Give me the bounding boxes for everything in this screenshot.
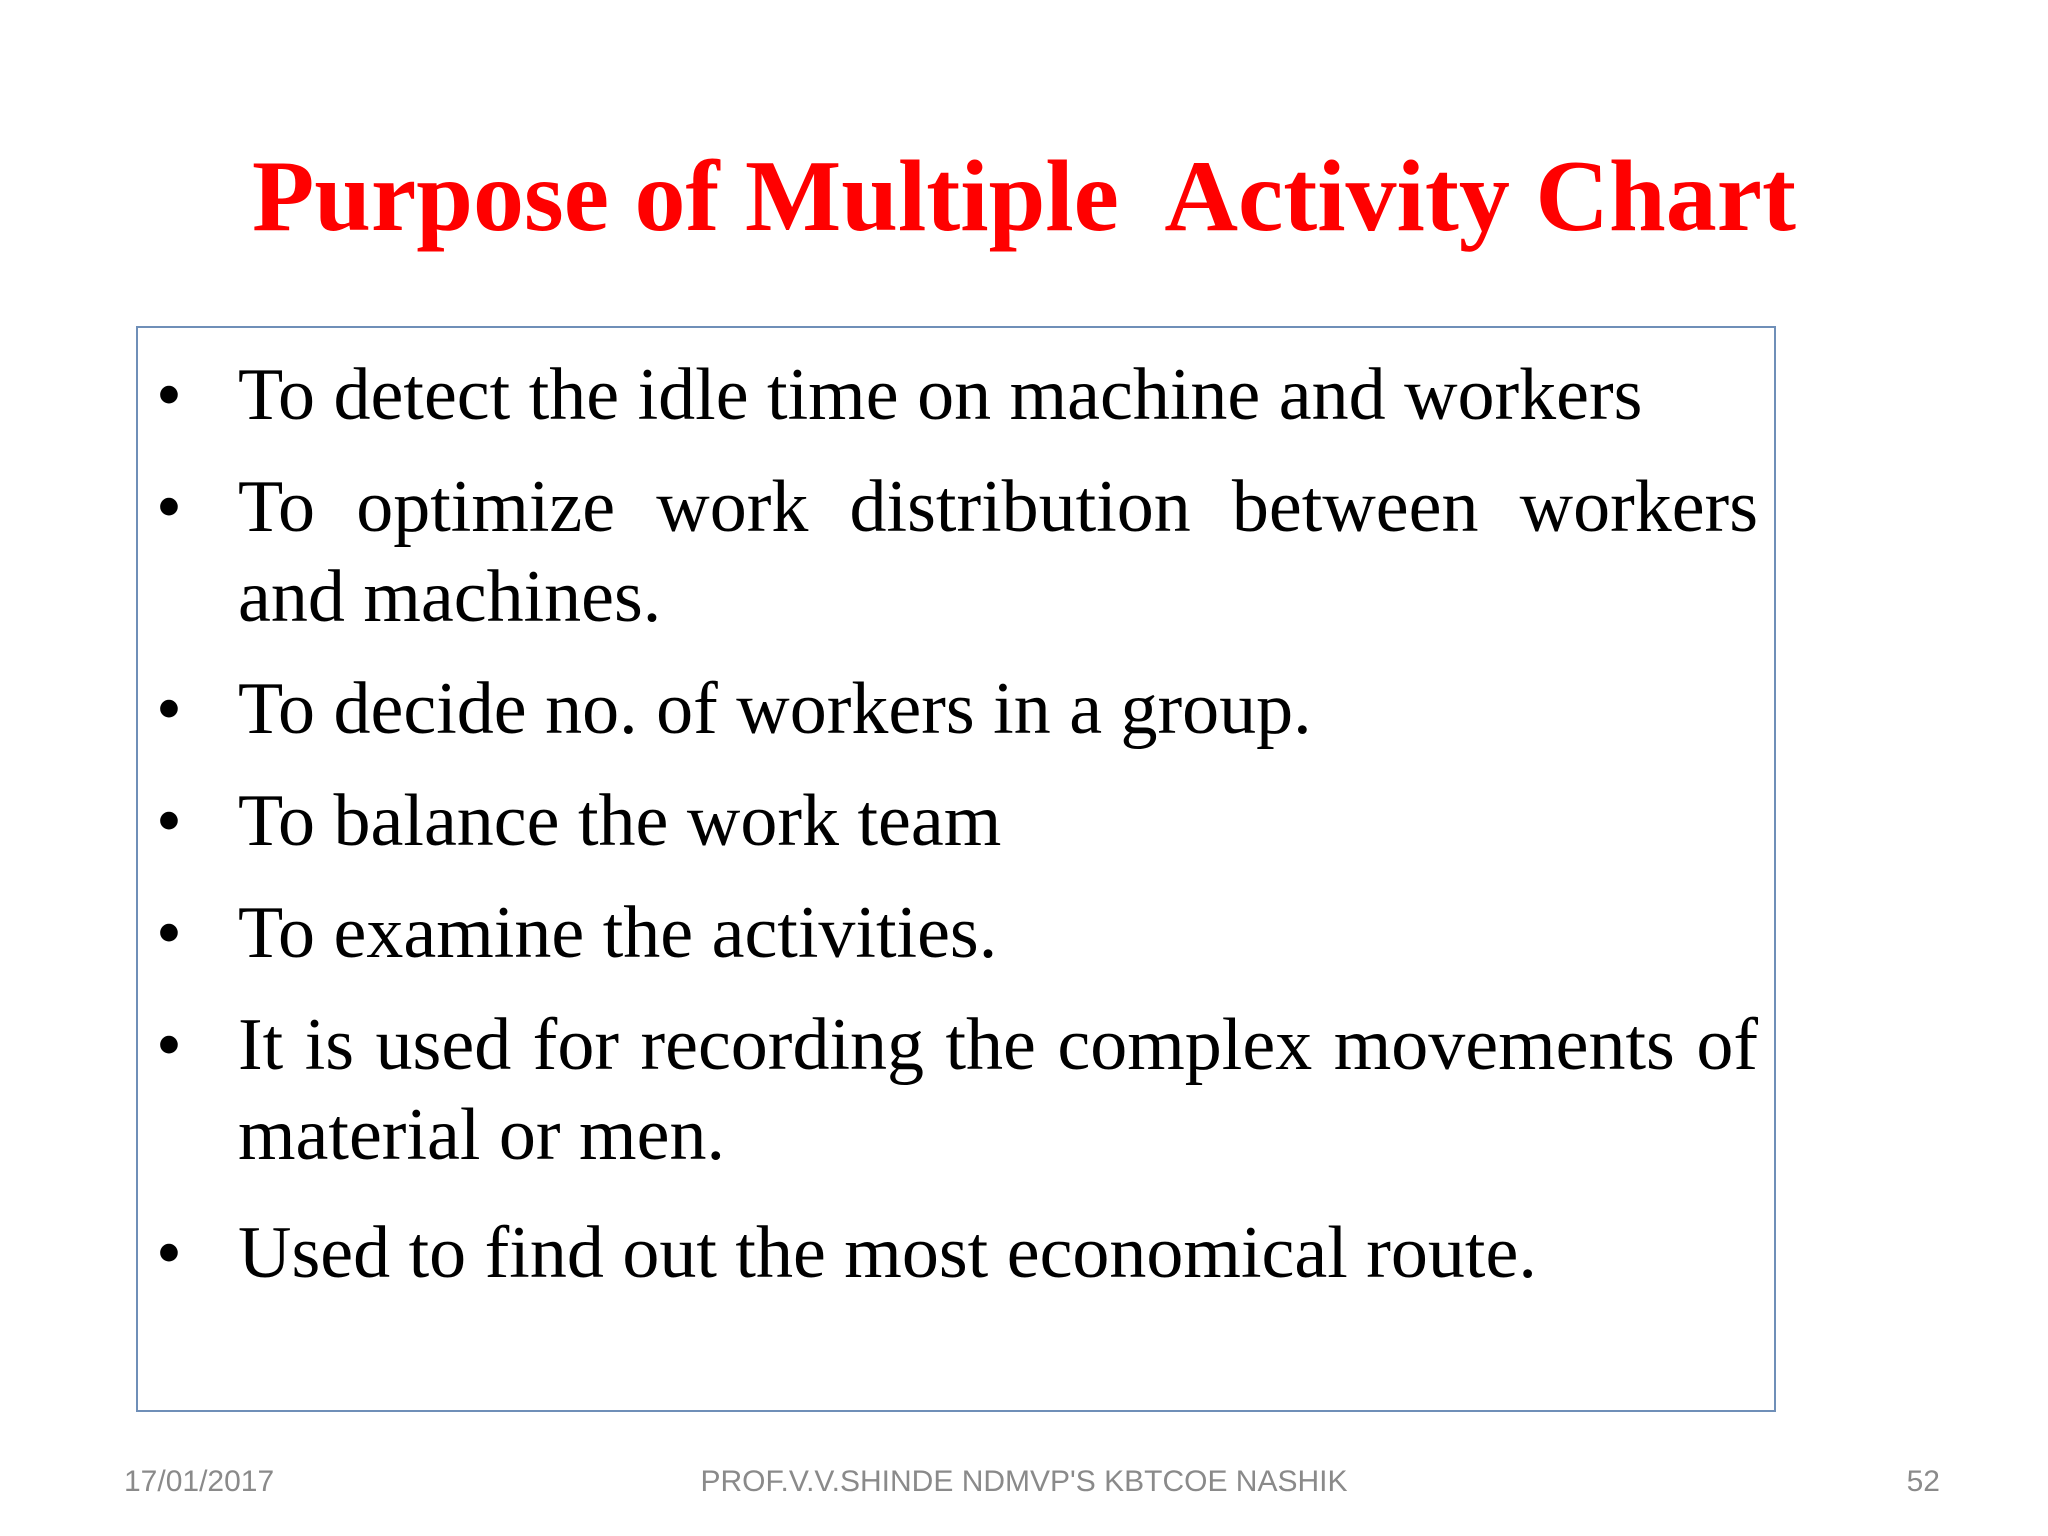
bullet-icon: • [156, 780, 182, 862]
bullet-icon: • [156, 668, 182, 750]
footer-author: PROF.V.V.SHINDE NDMVP'S KBTCOE NASHIK [700, 1465, 1348, 1498]
bullet-text: To detect the idle time on machine and workers [238, 354, 1643, 436]
footer-page-number: 52 [1906, 1465, 1940, 1498]
bullet-icon: • [156, 892, 182, 974]
bullet-text: Used to find out the most economical route. [238, 1212, 1537, 1294]
content-box [136, 326, 1776, 1412]
bullet-icon: • [156, 1212, 182, 1294]
bullet-text: To optimize work distribution between workers and machines. [238, 466, 1758, 638]
bullet-icon: • [156, 354, 182, 436]
bullet-text: To examine the activities. [238, 892, 998, 974]
slide-title: Purpose of Multiple Activity Chart [252, 140, 1796, 253]
bullet-text: It is used for recording the complex movements of material or men. [238, 1004, 1758, 1176]
bullet-text: To decide no. of workers in a group. [238, 668, 1312, 750]
footer-date: 17/01/2017 [124, 1465, 275, 1498]
bullet-icon: • [156, 1004, 182, 1086]
bullet-icon: • [156, 466, 182, 548]
bullet-text: To balance the work team [238, 780, 1002, 862]
